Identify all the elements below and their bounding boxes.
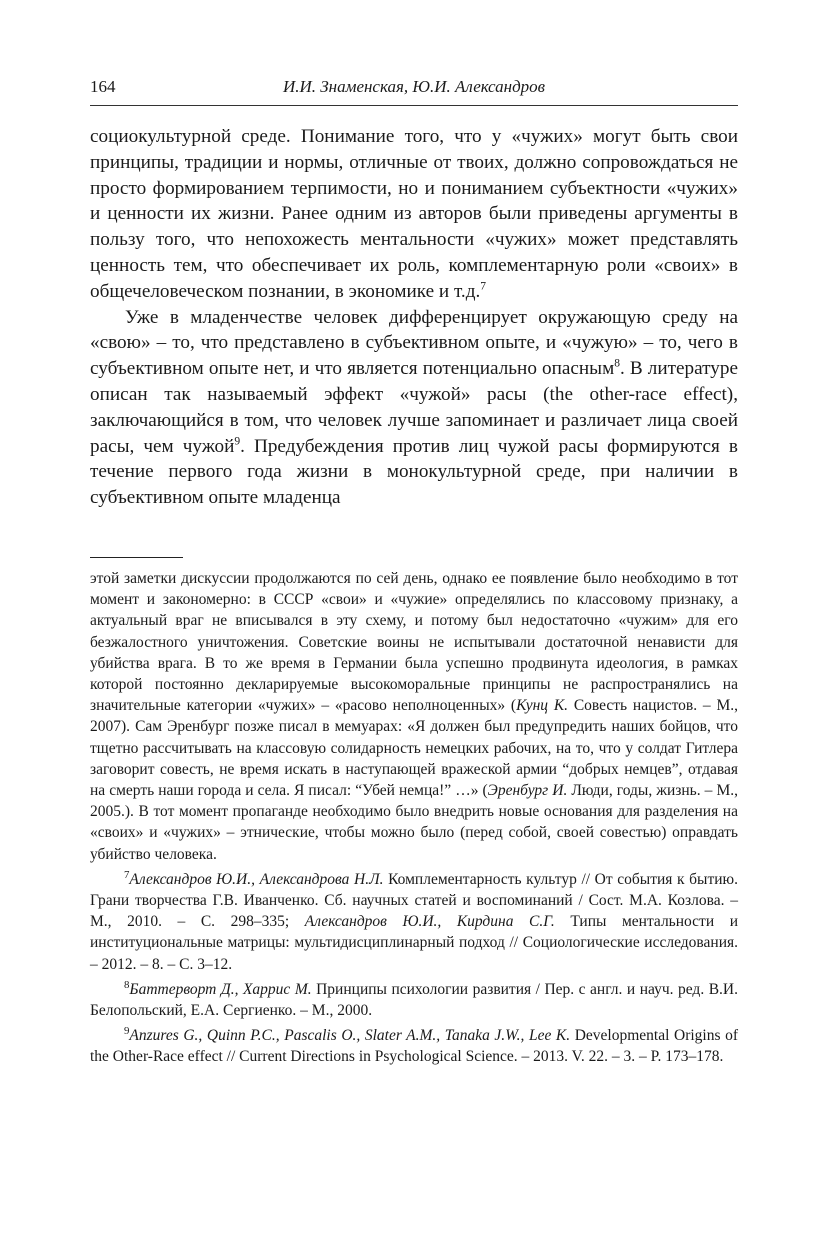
footnote-9 <box>90 1025 738 1067</box>
footnote-7-author-b: Александров Ю.И., Кирдина С.Г. <box>304 913 555 931</box>
continuation-text-a: этой заметки дискуссии продолжаются по сей день, однако ее появление было необходимо в тот момент и закономерно: в СССР «свои» и «чужие» определялись по классовому признаку, а актуальный враг не вписывался в эту схему, и потому был недостаточно «чужим» для его безжалостного уничтожения. Советские воины не испытывали достаточной ненависти для убийства врага. В то же время в Германии была успешно продвинута идеология, в рамках которой постоянно декларируемые высокоморальные принципы не распространялись на значительные категории «чужих» – «расово неполноценных» ( <box>90 570 738 715</box>
footnotes <box>90 568 738 1068</box>
footnote-ref-9: 9 <box>234 435 241 448</box>
paragraph-2-text-b: . В литературе описан так называемый эффект «чужой» расы (the other-race effect), заключающийся в том, что человек лучше запоминает и различает лица своей расы, чем чужой <box>90 358 738 457</box>
page-number: 164 <box>90 77 116 96</box>
footnote-8 <box>90 979 738 1021</box>
header-divider <box>90 105 738 106</box>
footnote-ref-7: 7 <box>480 280 487 293</box>
footnote-7-author-a: Александров Ю.И., Александрова Н.Л. <box>129 870 384 888</box>
continuation-text-c: Люди, годы, жизнь. – М., 2005.). В тот момент пропаганде необходимо было внедрить новые основания для разделения на «своих» и «чужих» – этнические, чтобы можно было (перед собой, своей совестью) оправдать убийство человека. <box>90 782 738 863</box>
paragraph-1 <box>90 124 738 305</box>
paragraph-1-text: социокультурной среде. Понимание того, что у «чужих» могут быть свои принципы, традиции и нормы, отличные от твоих, должно сопровождаться не просто формированием терпимости, но и пониманием субъектности «чужих» и ценности их жизни. Ранее одним из авторов были приведены аргументы в пользу того, что непохожесть ментальности «чужих» может представлять ценность тем, что обеспечивает их роль, комплементарную роли «своих» в общечеловеческом познании, в экономике и т.д. <box>90 126 738 302</box>
footnote-9-number: 9 <box>124 1025 130 1038</box>
paragraph-2-text-c: . Предубеждения против лиц чужой расы формируются в течение первого года жизни в монокультурной среде, при наличии в субъективном опыте младенца <box>90 435 738 509</box>
paragraph-2-text-a: Уже в младенчестве человек дифференцирует окружающую среду на «свою» – то, что представлено в субъективном опыте, и «чужую» – то, чего в субъективном опыте нет, и что является потенциально опасным <box>90 306 738 380</box>
footnote-9-text: Developmental Origins of the Other-Race effect // Current Directions in Psychological Science. – 2013. V. 22. – 3. – P. 173–178. <box>90 1027 738 1066</box>
footnote-divider <box>90 557 183 558</box>
book-page <box>90 0 738 1240</box>
continuation-text-b: Совесть нацистов. – М., 2007). Сам Эренбург позже писал в мемуарах: «Я должен был предупредить наших бойцов, что тщетно рассчитывать на классовую солидарность немецких рабочих, на то, что у солдат Гитлера заговорит совесть, не время искать в наступающей вражеской армии “добрых немцев”, отдавая на смерть наши города и села. Я писал: “Убей немца!” …» ( <box>90 697 738 800</box>
footnote-ref-8: 8 <box>614 357 620 370</box>
footnote-9-author: Anzures G., Quinn P.C., Pascalis O., Slater A.M., Tanaka J.W., Lee K. <box>129 1027 571 1045</box>
footnote-7-text-a: Комплементарность культур // От события к бытию. Грани творчества Г.В. Иванченко. Сб. научных статей и воспоминаний / Сост. М.А. Козлова. – М., 2010. – С. 298–335; <box>90 870 738 931</box>
footnote-7-number: 7 <box>124 868 130 881</box>
footnote-8-author: Баттерворт Д., Харрис М. <box>129 980 312 998</box>
running-title: И.И. Знаменская, Ю.И. Александров <box>282 77 546 96</box>
footnote-8-number: 8 <box>124 978 130 991</box>
page-header <box>90 77 738 103</box>
main-text <box>90 124 738 511</box>
continuation-author-2: Эренбург И. <box>487 782 568 800</box>
footnote-7-text-b: Типы ментальности и институциональные матрицы: мультидисциплинарный подход // Социологические исследования. – 2012. – 8. – С. 3–12. <box>90 913 738 973</box>
paragraph-2 <box>90 305 738 511</box>
continuation-author-1: Кунц К. <box>516 697 569 715</box>
footnote-7 <box>90 869 738 975</box>
footnote-continuation <box>90 568 738 865</box>
footnote-8-text: Принципы психологии развития / Пер. с англ. и науч. ред. В.И. Белопольский, Е.А. Сергиенко. – М., 2000. <box>90 980 738 1020</box>
